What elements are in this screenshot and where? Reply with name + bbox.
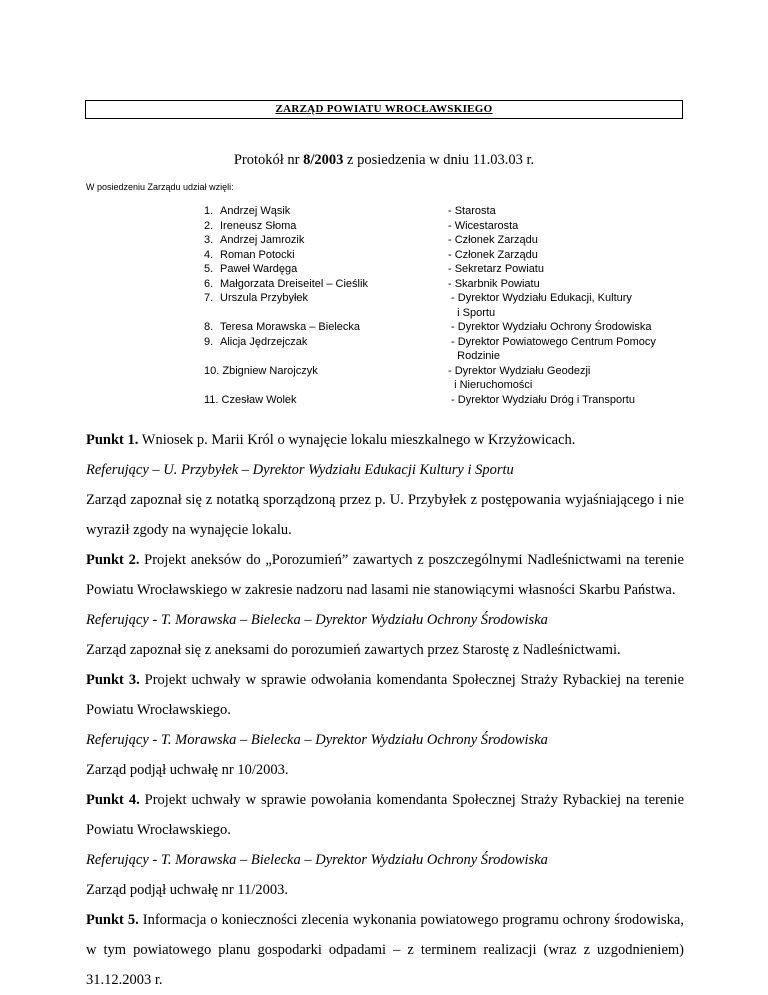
participant-name-row: 9. Alicja Jędrzejczak	[204, 335, 308, 348]
agenda-point	[86, 785, 684, 845]
participant-role: - Członek Zarządu	[448, 234, 538, 246]
participant-name-row: 6. Małgorzata Dreiseitel – Cieślik	[204, 277, 368, 290]
participant-name: Alicja Jędrzejczak	[220, 335, 308, 348]
participant-names-column	[204, 204, 368, 407]
agenda-point	[86, 665, 684, 725]
agenda-point-result: Zarząd podjął uchwałę nr 10/2003.	[86, 762, 289, 778]
agenda-point-result: Zarząd podjął uchwałę nr 11/2003.	[86, 882, 288, 898]
agenda-point	[86, 905, 684, 995]
protocol-prefix: Protokół nr	[233, 152, 304, 168]
agenda-point	[86, 425, 684, 455]
agenda-point-referent: Referujący - T. Morawska – Bielecka – Dyrektor Wydziału Ochrony Środowiska	[86, 852, 548, 868]
participant-name-row: 2. Ireneusz Słoma	[204, 219, 297, 232]
participant-role: - Wicestarosta	[448, 219, 519, 232]
participant-role: - Dyrektor Wydziału Ochrony Środowiska	[448, 321, 652, 333]
participant-role: - Dyrektor Wydziału Dróg i Transportu	[448, 393, 635, 406]
participant-role: - Starosta	[448, 205, 496, 217]
participant-name: Andrzej Jamrozik	[220, 234, 305, 246]
participant-role: - Członek Zarządu	[448, 248, 538, 261]
protocol-title	[0, 150, 768, 170]
protocol-suffix: z posiedzenia w dniu 11.03.03 r.	[343, 152, 535, 168]
agenda-body	[86, 425, 684, 995]
agenda-point-result: Zarząd zapoznał się z notatką sporządzoną przez p. U. Przybyłek z postępowania wyjaśniającego i nie wyraził zgody na wynajęcie lokalu.	[86, 492, 684, 538]
document-header-box	[85, 100, 683, 119]
agenda-point-text: Informacja o konieczności zlecenia wykonania powiatowego programu ochrony środowiska, w tym powiatowego planu gospodarki odpadami – z terminem realizacji (wraz z uzgodnieniem) 31.12.2003 r.	[86, 912, 684, 988]
agenda-point-label: Punkt 3.	[86, 672, 140, 688]
participant-role-continuation: i Nieruchomości	[448, 379, 533, 391]
participant-name-row: 8. Teresa Morawska – Bielecka	[204, 321, 361, 333]
participant-name: Roman Potocki	[220, 248, 295, 261]
agenda-point-text: Wniosek p. Marii Król o wynajęcie lokalu mieszkalnego w Krzyżowicach.	[138, 432, 576, 448]
participant-name: Urszula Przybyłek	[220, 292, 309, 304]
participant-name-row: 5. Paweł Wardęga	[204, 263, 298, 275]
agenda-point-text: Projekt aneksów do „Porozumień” zawartych z poszczególnymi Nadleśnictwami na terenie Powiatu Wrocławskiego w zakresie nadzoru nad lasami nie stanowiącymi własności Skarbu Państwa.	[86, 552, 684, 598]
participant-name-row: 1. Andrzej Wąsik	[204, 205, 291, 217]
participant-name: Zbigniew Narojczyk	[222, 364, 318, 377]
participant-role: - Dyrektor Wydziału Edukacji, Kultury	[448, 292, 632, 304]
document-header-title: ZARZĄD POWIATU WROCŁAWSKIEGO	[275, 103, 493, 115]
agenda-point-text: Projekt uchwały w sprawie powołania komendanta Społecznej Straży Rybackiej na terenie Powiatu Wrocławskiego.	[86, 792, 685, 838]
participant-name: Ireneusz Słoma	[220, 219, 297, 232]
participant-name: Małgorzata Dreiseitel – Cieślik	[220, 277, 368, 290]
participant-name-row: 11. Czesław Wolek	[204, 393, 297, 406]
participant-roles-column	[448, 204, 656, 407]
participant-name-row: 7. Urszula Przybyłek	[204, 292, 309, 304]
participant-role: - Dyrektor Powiatowego Centrum Pomocy	[448, 335, 656, 348]
participant-role: - Dyrektor Wydziału Geodezji	[448, 364, 591, 377]
agenda-point-referent: Referujący - T. Morawska – Bielecka – Dyrektor Wydziału Ochrony Środowiska	[86, 612, 548, 628]
agenda-point	[86, 545, 684, 605]
participant-role: - Sekretarz Powiatu	[448, 263, 544, 275]
agenda-point-label: Punkt 5.	[86, 912, 139, 928]
agenda-point-label: Punkt 1.	[86, 432, 139, 448]
agenda-point-referent: Referujący - T. Morawska – Bielecka – Dyrektor Wydziału Ochrony Środowiska	[86, 732, 548, 748]
agenda-point-text: Projekt uchwały w sprawie odwołania komendanta Społecznej Straży Rybackiej na terenie Powiatu Wrocławskiego.	[86, 672, 685, 718]
participant-role: - Skarbnik Powiatu	[448, 277, 540, 290]
agenda-point-referent: Referujący – U. Przybyłek – Dyrektor Wydziału Edukacji Kultury i Sportu	[86, 462, 514, 478]
participant-name: Teresa Morawska – Bielecka	[220, 321, 361, 333]
participants-intro: W posiedzeniu Zarządu udział wzięli:	[86, 182, 234, 192]
agenda-point-result: Zarząd zapoznał się z aneksami do porozumień zawartych przez Starostę z Nadleśnictwami.	[86, 642, 621, 658]
protocol-number: 8/2003	[303, 152, 344, 168]
participant-role-continuation: Rodzinie	[448, 350, 500, 362]
agenda-point-label: Punkt 2.	[86, 552, 140, 568]
participant-name: Andrzej Wąsik	[220, 205, 291, 217]
participant-role-continuation: i Sportu	[448, 306, 496, 319]
participant-name: Czesław Wolek	[221, 393, 297, 406]
agenda-point-label: Punkt 4.	[86, 792, 140, 808]
participant-name-row: 10. Zbigniew Narojczyk	[204, 364, 318, 377]
participant-name-row: 3. Andrzej Jamrozik	[204, 234, 305, 246]
participant-name-row: 4. Roman Potocki	[204, 248, 295, 261]
participant-name: Paweł Wardęga	[220, 263, 298, 275]
